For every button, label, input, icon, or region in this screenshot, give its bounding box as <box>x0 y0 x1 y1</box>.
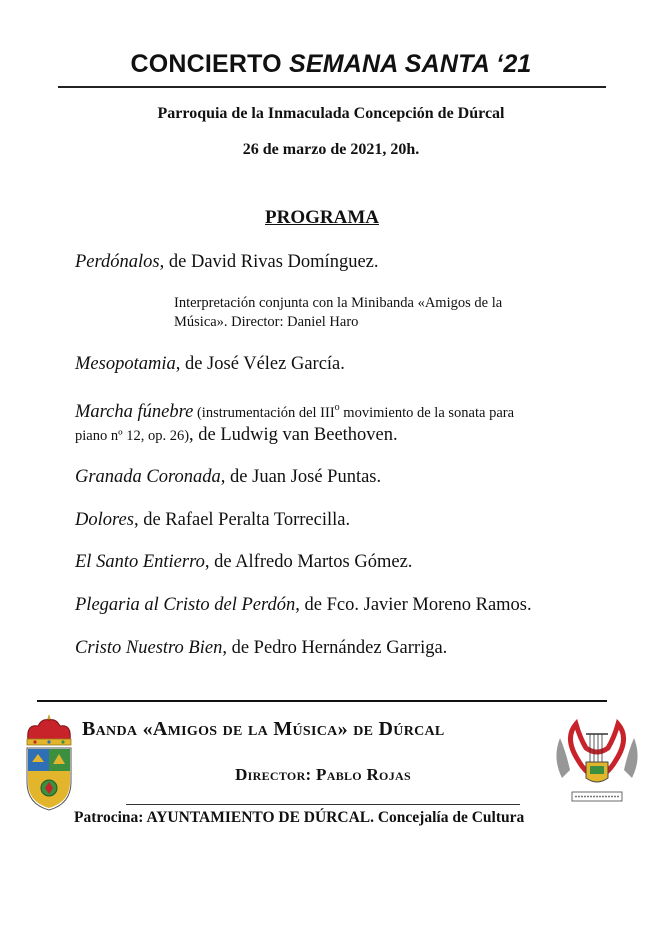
program-item <box>75 637 447 659</box>
venue: Parroquia de la Inmaculada Concepción de Dúrcal <box>157 105 505 122</box>
title-plain: CONCIERTO <box>130 50 282 78</box>
program-item <box>75 353 345 375</box>
work-note-sup: o <box>334 402 340 413</box>
work-composer: , de Pedro Hernández Garriga. <box>222 638 448 658</box>
concert-title <box>0 50 662 79</box>
work-title: Cristo Nuestro Bien <box>75 638 223 658</box>
work-note: (instrumentación del III <box>193 405 335 422</box>
footer-divider <box>37 700 607 702</box>
work-title: Perdónalos <box>75 252 160 272</box>
concert-date: 26 de marzo de 2021, 20h. <box>242 141 420 158</box>
program-note <box>174 294 594 332</box>
title-italic: SEMANA SANTA ‘21 <box>288 50 532 78</box>
band-lyre-emblem-icon <box>548 708 646 808</box>
sponsor-line: Patrocina: AYUNTAMIENTO DE DÚRCAL. Concejalía de Cultura <box>74 809 525 826</box>
program-item <box>75 466 381 488</box>
work-note: piano nº 12, op. 26) <box>75 428 190 444</box>
band-director: Director: Pablo Rojas <box>235 765 411 784</box>
work-composer: , de Alfredo Martos Gómez. <box>204 552 413 572</box>
note-line: Música». Director: Daniel Haro <box>174 314 359 330</box>
work-composer: , de Rafael Peralta Torrecilla. <box>133 510 351 530</box>
program-item <box>75 594 532 616</box>
band-name: Banda «Amigos de la Música» de Dúrcal <box>82 718 445 740</box>
program-item <box>75 509 350 531</box>
note-line: Interpretación conjunta con la Minibanda «Amigos de la <box>174 295 503 311</box>
work-title: El Santo Entierro <box>75 552 205 572</box>
work-composer: , de Juan José Puntas. <box>220 467 382 487</box>
work-composer: , de David Rivas Domínguez. <box>159 252 379 272</box>
program-item <box>75 251 379 273</box>
title-divider <box>58 86 606 88</box>
work-title: Dolores <box>75 510 134 530</box>
work-composer: , de Fco. Javier Moreno Ramos. <box>295 595 532 615</box>
programa-heading: PROGRAMA <box>265 207 379 228</box>
work-title: Plegaria al Cristo del Perdón <box>75 595 296 615</box>
program-item <box>75 397 514 424</box>
work-title: Mesopotamia <box>75 354 176 374</box>
work-composer: , de José Vélez García. <box>175 354 345 374</box>
program-item <box>75 551 412 573</box>
work-title: Granada Coronada <box>75 467 221 487</box>
program-item-continuation <box>75 424 398 447</box>
work-title: Marcha fúnebre <box>75 402 194 423</box>
work-note: movimiento de la sonata para <box>339 405 515 422</box>
durcal-coat-of-arms-icon <box>20 712 78 812</box>
sponsor-divider <box>126 804 520 805</box>
work-composer: , de Ludwig van Beethoven. <box>189 425 398 445</box>
